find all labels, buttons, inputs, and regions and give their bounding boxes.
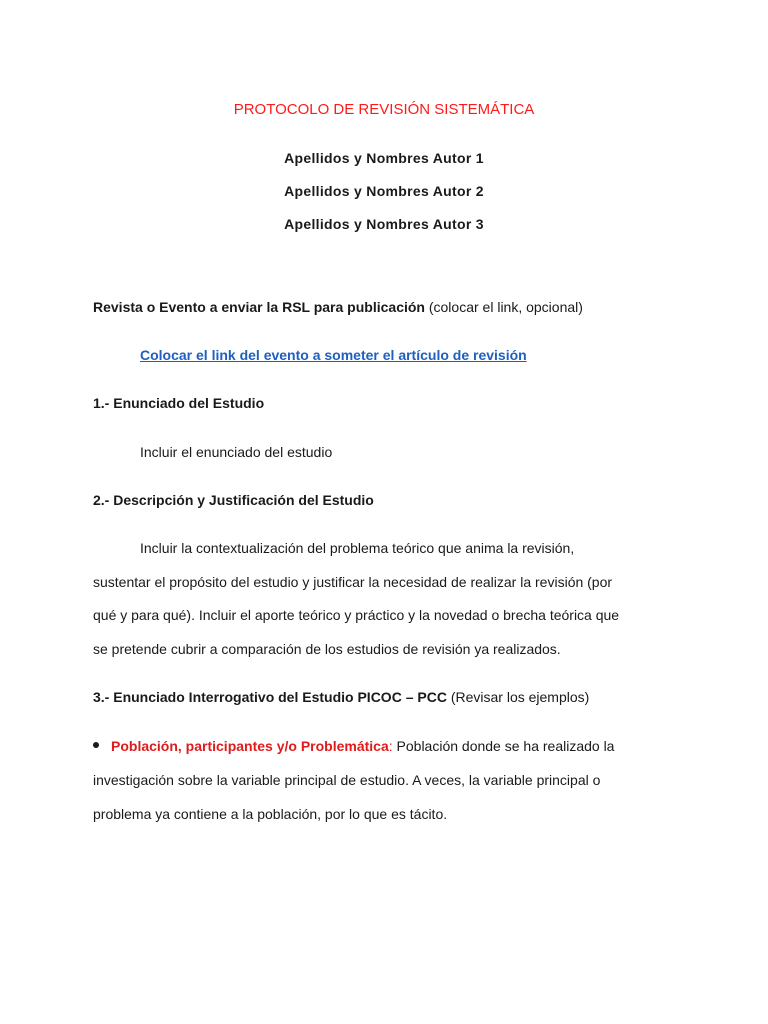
section1-heading: 1.- Enunciado del Estudio: [93, 395, 265, 411]
author-2: Apellidos y Nombres Autor 2: [284, 183, 484, 199]
bullet-line: [111, 738, 614, 754]
section2-paragraph-line: qué y para qué). Incluir el aporte teórico y práctico y la novedad o brecha teórica que: [93, 607, 620, 623]
section3-heading: 3.- Enunciado Interrogativo del Estudio PICOC – PCC: [93, 689, 447, 705]
section2-paragraph-line: Incluir la contextualización del problema teórico que anima la revisión,: [140, 540, 575, 556]
bullet-icon: [93, 742, 99, 748]
section2-heading: 2.- Descripción y Justificación del Estudio: [93, 492, 374, 508]
section1-text: Incluir el enunciado del estudio: [140, 444, 333, 460]
journal-link[interactable]: Colocar el link del evento a someter el artículo de revisión: [140, 347, 527, 363]
author-3: Apellidos y Nombres Autor 3: [284, 216, 484, 232]
journal-line: [93, 299, 583, 315]
section3-note: (Revisar los ejemplos): [446, 689, 590, 705]
bullet-colon: :: [388, 738, 393, 754]
journal-label: Revista o Evento a enviar la RSL para publicación: [93, 299, 425, 315]
document-title: PROTOCOLO DE REVISIÓN SISTEMÁTICA: [233, 101, 535, 118]
section3-heading-line: [93, 689, 589, 705]
bullet-continuation-line: investigación sobre la variable principal de estudio. A veces, la variable principal o: [93, 772, 601, 788]
section2-paragraph-line: se pretende cubrir a comparación de los estudios de revisión ya realizados.: [93, 641, 561, 657]
bullet-continuation-line: problema ya contiene a la población, por lo que es tácito.: [93, 806, 448, 822]
author-1: Apellidos y Nombres Autor 1: [284, 150, 484, 166]
bullet-text: Población donde se ha realizado la: [392, 738, 615, 754]
bullet-term: Población, participantes y/o Problemática: [111, 738, 389, 754]
journal-note: (colocar el link, opcional): [424, 299, 583, 315]
section2-paragraph-line: sustentar el propósito del estudio y justificar la necesidad de realizar la revisión (por: [93, 574, 613, 590]
